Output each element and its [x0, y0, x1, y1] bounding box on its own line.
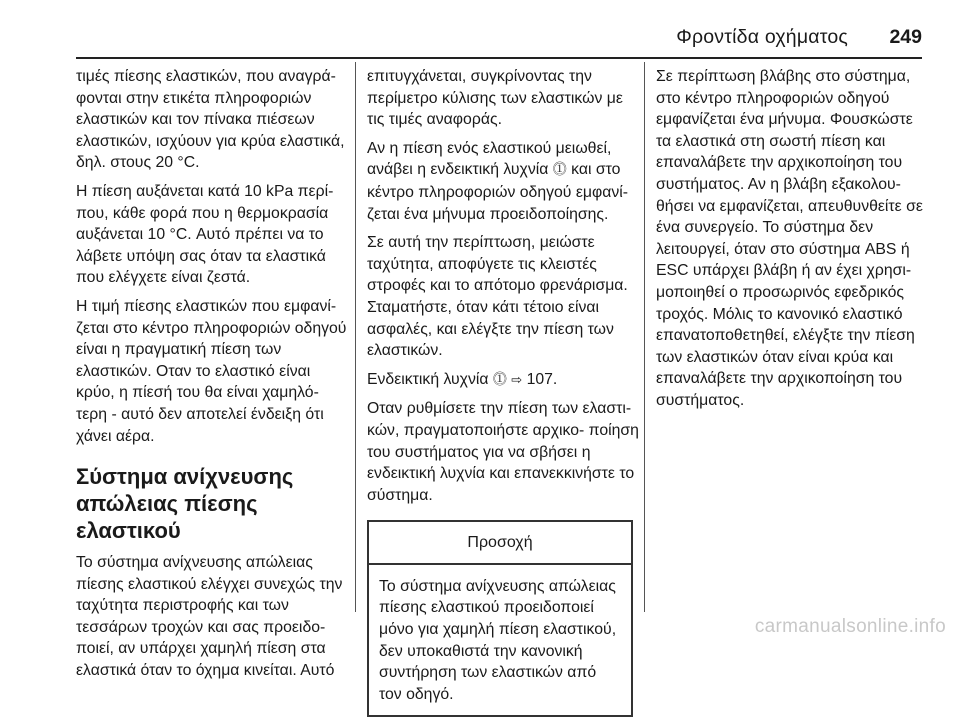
paragraph: Η τιμή πίεσης ελαστικών που εμφανί- ζεται στο κέντρο πληροφοριών οδηγού είναι η πραγματική πίεση των ελαστικών. Οταν το ελαστικό είναι κρύο, η πίεσή του θα είναι χαμηλό- τερη - αυτό δεν αποτελεί ένδειξη ότι χάνει αέρα. — [76, 297, 347, 445]
page-reference-link[interactable]: 107. — [526, 370, 558, 388]
section-heading: Σύστημα ανίχνευσης απώλειας πίεσης ελαστικού — [76, 464, 294, 544]
paragraph: Σε αυτή την περίπτωση, μειώστε ταχύτητα, αποφύγετε τις κλειστές στροφές και το απότομο φρενάρισμα. Σταματήστε, όταν κάτι τέτοιο είναι ασφαλές, και ελέγξτε την πίεση των ελαστικών. — [367, 234, 628, 360]
caution-box-title: Προσοχή — [369, 522, 631, 565]
section-title: Φροντίδα οχήματος — [676, 26, 848, 48]
watermark: carmanualsonline.info — [754, 616, 946, 637]
paragraph: Το σύστημα ανίχνευσης απώλειας πίεσης ελαστικού ελέγχει συνεχώς την ταχύτητα περιστροφής και των τεσσάρων τροχών και σας προειδο- ποιεί, αν υπάρχει χαμηλή πίεση στα ελαστικά όταν το όχημα κινείται. Αυτό — [76, 554, 343, 680]
text-span: Ενδεικτική λυχνία — [367, 370, 493, 388]
page-number: 249 — [889, 26, 922, 48]
header-divider — [76, 57, 922, 59]
text-span: Αν η πίεση ενός ελαστικού μειωθεί, ανάβει η ενδεικτική λυχνία — [367, 139, 612, 179]
column-1 — [76, 66, 352, 689]
caution-box-body: Το σύστημα ανίχνευσης απώλειας πίεσης ελαστικού προειδοποιεί μόνο για χαμηλή πίεση ελαστικού, δεν υποκαθιστά την κανονική συντήρηση των ελαστικών από τον οδηγό. — [379, 577, 617, 703]
paragraph: επιτυγχάνεται, συγκρίνοντας την περίμετρο κύλισης των ελαστικών με τις τιμές αναφοράς. — [367, 68, 623, 129]
column-2 — [367, 66, 643, 717]
tire-pressure-warning-icon: ⓵ — [492, 371, 507, 388]
page-header — [0, 0, 960, 62]
text-span: και στο κέντρο πληροφοριών οδηγού εμφανί- ζεται ένα μήνυμα προειδοποίησης. — [367, 161, 629, 223]
paragraph-warning-light — [367, 138, 643, 225]
tire-pressure-warning-icon: ⓵ — [552, 162, 567, 179]
paragraph: τιμές πίεσης ελαστικών, που αναγρά- φονται στην ετικέτα πληροφοριών ελαστικών και τον πίνακα πιέσεων ελαστικών, ισχύουν για κρύα ελαστικά, δηλ. στους 20 °C. — [76, 68, 345, 172]
column-divider-2 — [644, 62, 645, 612]
caution-box — [367, 520, 633, 717]
paragraph: Η πίεση αυξάνεται κατά 10 kPa περί- που, κάθε φορά που η θερμοκρασία αυξάνεται 10 °C. Αυτό πρέπει να το λάβετε υπόψη σας όταν τα ελαστικά που ελέγχετε είναι ζεστά. — [76, 182, 334, 287]
column-3 — [656, 66, 932, 419]
paragraph: Οταν ρυθμίσετε την πίεση των ελαστι- κών, πραγματοποιήστε αρχικο- ποίηση του συστήματος για να σβήσει η ενδεικτική λυχνία και επανεκκινήστε το σύστημα. — [367, 400, 639, 504]
column-divider-1 — [355, 62, 356, 612]
paragraph: Σε περίπτωση βλάβης στο σύστημα, στο κέντρο πληροφοριών οδηγού εμφανίζεται ένα μήνυμα. Φουσκώστε τα ελαστικά στη σωστή πίεση και επαναλάβετε την αρχικοποίηση του συστήματος. Αν η βλάβη εξακολου- θήσει να εμφανίζεται, απευθυνθείτε σε ένα συνεργείο. Το σύστημα δεν λειτουργεί, όταν στο σύστημα ABS ή ESC υπάρχει βλάβη ή αν έχει χρησι- μοποιηθεί ο προσωρινός εφεδρικός τροχός. Μόλις το κανονικό ελαστικό επανατοποθετηθεί, ελέγξτε την πίεση των ελαστικών όταν είναι κρύα και επαναλάβετε την αρχικοποίηση του συστήματος. — [656, 68, 923, 409]
paragraph-cross-reference — [367, 369, 643, 392]
page-reference-arrow-icon: ⇨ — [511, 372, 523, 388]
